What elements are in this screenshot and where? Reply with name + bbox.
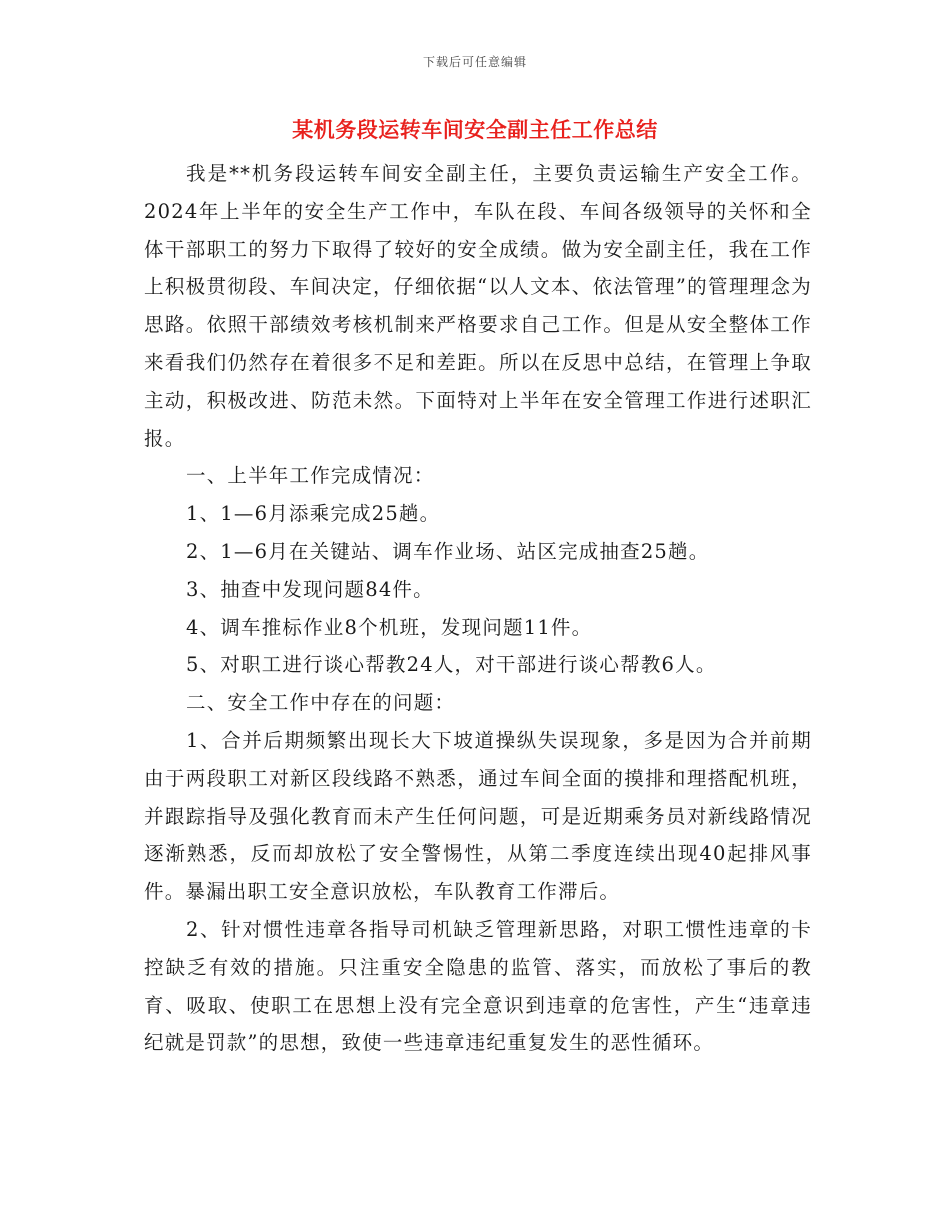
list-item: 5、对职工进行谈心帮教24人，对干部进行谈心帮教6人。 — [186, 653, 717, 677]
list-item: 4、调车推标作业8个机班，发现问题11件。 — [186, 615, 593, 639]
problem-paragraph: 2、针对惯性违章各指导司机缺乏管理新思路，对职工惯性违章的卡控缺乏有效的措施。只注重安全隐患的监管、落实，而放松了事后的教育、吸取、使职工在思想上没有完全意识到违章的危害性，产生“违章违纪就是罚款”的思想，致使一些违章违纪重复发生的恶性循环。 — [144, 917, 812, 1055]
document-title: 某机务段运转车间安全副主任工作总结 — [292, 117, 658, 142]
list-item: 1、1—6月添乘完成25趟。 — [186, 502, 441, 526]
header-note: 下载后可任意编辑 — [422, 55, 527, 69]
list-item: 3、抽查中发现问题84件。 — [186, 577, 434, 601]
document-body — [144, 155, 812, 1062]
section-heading-problems: 二、安全工作中存在的问题： — [186, 691, 456, 715]
problem-paragraph: 1、合并后期频繁出现长大下坡道操纵失误现象，多是因为合并前期由于两段职工对新区段线路不熟悉，通过车间全面的摸排和理搭配机班，并跟踪指导及强化教育而未产生任何问题，可是近期乘务员对新线路情况逐渐熟悉，反而却放松了安全警惕性，从第二季度连续出现40起排风事件。暴漏出职工安全意识放松，车队教育工作滞后。 — [144, 728, 812, 904]
list-item: 2、1—6月在关键站、调车作业场、站区完成抽查25趟。 — [186, 539, 710, 563]
intro-paragraph: 我是**机务段运转车间安全副主任，主要负责运输生产安全工作。2024年上半年的安全生产工作中，车队在段、车间各级领导的关怀和全体干部职工的努力下取得了较好的安全成绩。做为安全副主任，我在工作上积极贯彻段、车间决定，仔细依据“以人文本、依法管理”的管理理念为思路。依照干部绩效考核机制来严格要求自己工作。但是从安全整体工作来看我们仍然存在着很多不足和差距。所以在反思中总结，在管理上争取主动，积极改进、防范未然。下面特对上半年在安全管理工作进行述职汇报。 — [144, 162, 812, 450]
section-heading-completion: 一、上半年工作完成情况： — [186, 464, 435, 488]
